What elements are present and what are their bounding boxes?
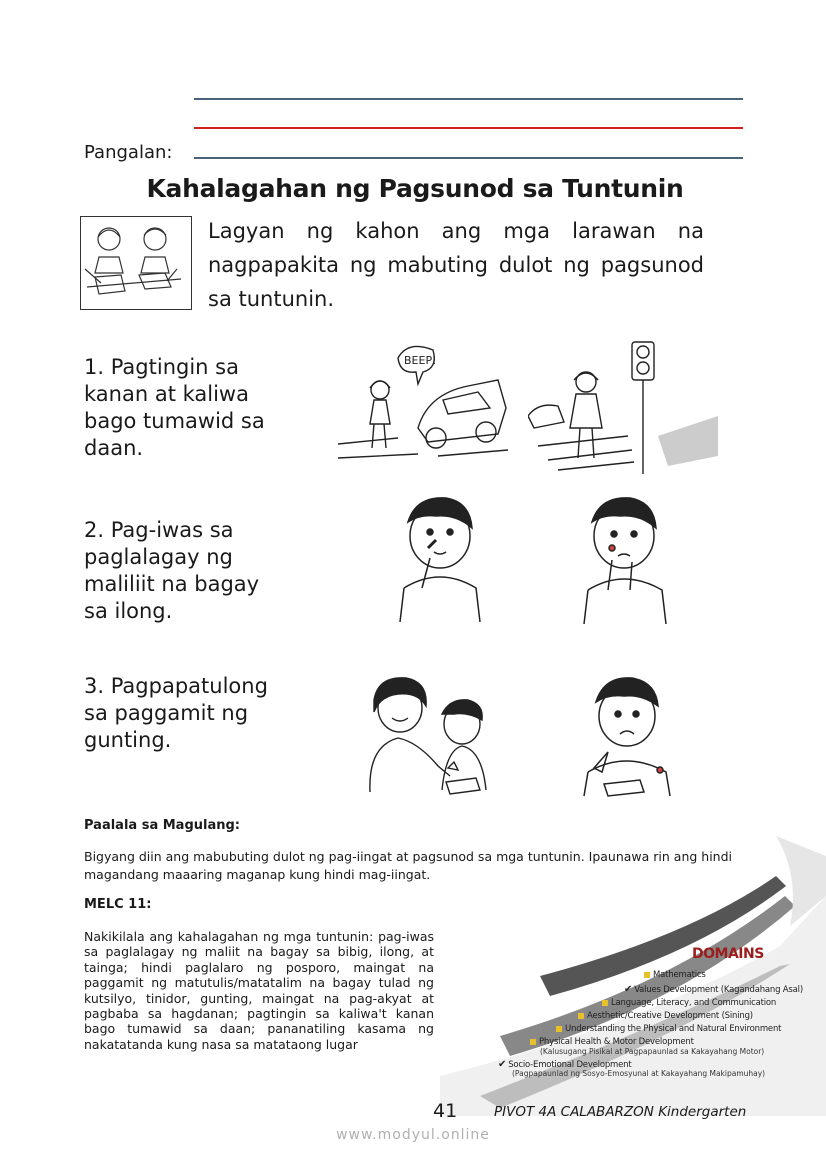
item-3-text bbox=[84, 673, 294, 754]
domains-title: DOMAINS bbox=[692, 946, 764, 962]
domain-item-3: Language, Literacy, and Communication bbox=[602, 998, 776, 1008]
item-1-picture-b[interactable] bbox=[528, 336, 718, 476]
item-3-line-1: 3. Pagpapatulong bbox=[84, 674, 268, 698]
page-title: Kahalagahan ng Pagsunod sa Tuntunin bbox=[146, 174, 684, 203]
beep-bubble-text: BEEP! bbox=[404, 354, 437, 367]
item-1-line-2: kanan at kaliwa bbox=[84, 382, 249, 406]
name-line-middle bbox=[194, 127, 743, 129]
item-1-picture-a[interactable] bbox=[338, 338, 508, 474]
item-1-line-1: 1. Pagtingin sa bbox=[84, 355, 239, 379]
check-icon: ✔ bbox=[624, 984, 633, 995]
domain-item-2: ✔ Values Development (Kagandahang Asal) bbox=[624, 984, 803, 995]
name-line-top bbox=[194, 98, 743, 100]
item-2-line-1: 2. Pag-iwas sa bbox=[84, 518, 234, 542]
item-3-line-3: gunting. bbox=[84, 728, 172, 752]
paalala-heading: Paalala sa Magulang: bbox=[84, 818, 240, 833]
domain-item-7-sub: (Pagpapaunlad ng Sosyo-Emosyunal at Kakayahang Makipamuhay) bbox=[512, 1069, 766, 1078]
name-label: Pangalan: bbox=[84, 142, 173, 163]
paalala-text: Bigyang diin ang mabubuting dulot ng pag-iingat at pagsunod sa mga tuntunin. Ipaunawa rin ang hindi magandang maaaring maganap kung hindi mag-iingat. bbox=[84, 849, 733, 882]
item-2-line-4: sa ilong. bbox=[84, 599, 173, 623]
watermark: www.modyul.online bbox=[336, 1127, 490, 1143]
children-drawing-illustration bbox=[80, 216, 192, 310]
item-1-line-4: daan. bbox=[84, 436, 144, 460]
domain-item-1: Mathematics bbox=[644, 970, 706, 980]
item-1-line-3: bago tumawid sa bbox=[84, 409, 265, 433]
domain-box-icon bbox=[578, 1013, 584, 1019]
domain-box-icon bbox=[530, 1039, 536, 1045]
item-3-picture-b[interactable] bbox=[574, 672, 684, 798]
domain-item-6: Physical Health & Motor Development bbox=[530, 1037, 694, 1047]
item-2-text bbox=[84, 517, 294, 625]
domain-item-6-sub: (Kalusugang Pisikal at Pagpapaunlad sa Kakayahang Motor) bbox=[540, 1047, 765, 1056]
instruction-text: Lagyan ng kahon ang mga larawan na nagpapakita ng mabuting dulot ng pagsunod sa tuntunin. bbox=[208, 219, 704, 311]
item-2-line-2: paglalagay ng bbox=[84, 545, 233, 569]
page-number: 41 bbox=[433, 1100, 458, 1122]
melc-heading: MELC 11: bbox=[84, 897, 152, 912]
item-3-line-2: sa paggamit ng bbox=[84, 701, 249, 725]
domain-box-icon bbox=[602, 1000, 608, 1006]
check-icon: ✔ bbox=[498, 1059, 507, 1070]
item-3-picture-a[interactable] bbox=[358, 672, 508, 796]
item-2-picture-a[interactable] bbox=[386, 492, 494, 622]
domain-item-4: Aesthetic/Creative Development (Sining) bbox=[578, 1011, 753, 1021]
domain-item-7: ✔ Socio-Emotional Development bbox=[498, 1059, 632, 1070]
footer-text: PIVOT 4A CALABARZON Kindergarten bbox=[494, 1104, 747, 1120]
item-2-picture-b[interactable] bbox=[570, 492, 680, 624]
domain-item-5: Understanding the Physical and Natural Environment bbox=[556, 1024, 781, 1034]
domain-box-icon bbox=[644, 972, 650, 978]
domain-box-icon bbox=[556, 1026, 562, 1032]
item-1-text bbox=[84, 354, 294, 462]
name-line-bottom bbox=[194, 157, 743, 159]
item-2-line-3: maliliit na bagay bbox=[84, 572, 260, 596]
melc-text: Nakikilala ang kahalagahan ng mga tuntunin: pag-iwas sa paglalagay ng maliit na bagay sa bibig, ilong, at tainga; hindi paglalaro ng posporo, maingat na paggamit ng matutulis/matatalim na bagay tulad ng kutsilyo, tinidor, gunting, maingat na pag-akyat at pagbaba sa hagdanan; pagtingin sa kaliwa't kanan bago tumawid sa daan; pananatiling kasama ng nakatatanda kung nasa sa matataong lugar bbox=[84, 929, 434, 1052]
